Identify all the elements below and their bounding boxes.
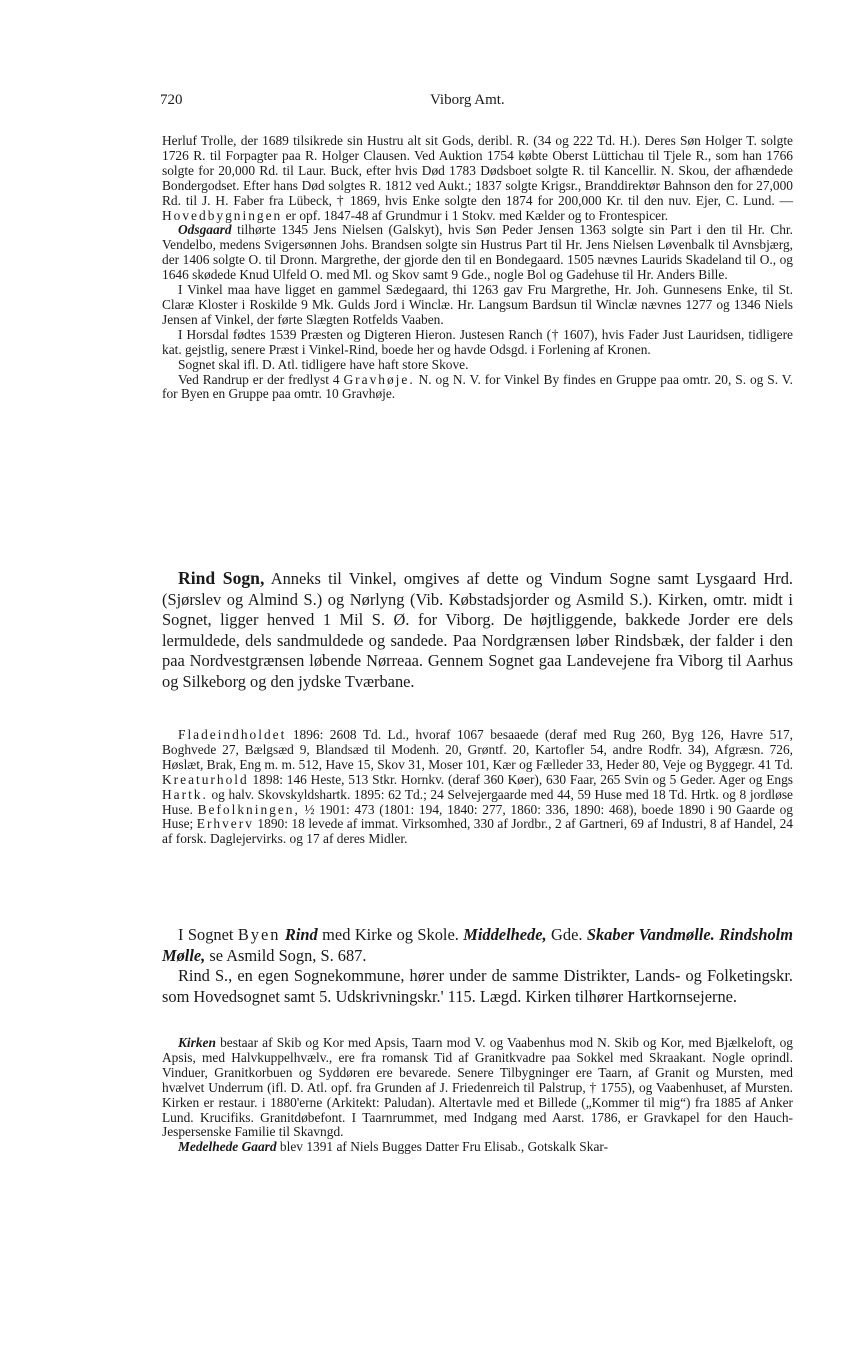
- villages-paragraph: I Sognet Byen Rind med Kirke og Skole. Middelhede, Gde. Skaber Vandmølle. Rindsholm Mølle, se Asmild Sogn, S. 687.: [162, 925, 793, 965]
- rind-parish-details: [162, 925, 793, 1007]
- intro-paragraph-1: Herluf Trolle, der 1689 tilsikrede sin Hustru alt sit Gods, deribl. R. (34 og 222 Td. H.). Deres Søn Holger T. solgte 1726 R. til Forpagter paa R. Holger Clausen. Ved Auktion 1754 købte Oberst Lüttichau til Tjele R., som han 1766 solgte for 20,000 Rd. til Laur. Buck, efter hvis Død 1783 Dødsboet solgte R. til Kancellir. N. Skou, der afhændede Bondergodset. Efter hans Død solgtes R. 1812 ved Aukt.; 1837 solgte Krigsr., Branddirektør Bahnson den for 27,000 Rd. til J. H. Faber fra Lübeck, † 1869, hvis Enke solgte den 1874 for 200,000 Kr. til den nuv. Ejer, C. Lund. — Hovedbygningen er opf. 1847-48 af Grundmur i 1 Stokv. med Kælder og to Frontespicer.: [162, 133, 793, 223]
- intro-section: [162, 134, 793, 402]
- intro-paragraph-odsgaard: Odsgaard tilhørte 1345 Jens Nielsen (Galskyt), hvis Søn Peder Jensen 1363 solgte sin Part i den til Hr. Chr. Vendelbo, medens Svigersønnen Johs. Brandsen solgte sin Hustrus Part til Hr. Jens Nielsen Løvenbalk til Avnsbjærg, der 1406 solgte O. til Dronn. Margrethe, der gjorde den til en Bondegaard. 1505 nævnes Laurids Skadeland til O., og 1646 skødede Knud Ulfeld O. med Ml. og Skov samt 9 Gde., nogle Bol og Gadehuse til Hr. Anders Bille.: [162, 222, 793, 283]
- intro-paragraph-horsdal: I Horsdal fødtes 1539 Præsten og Digteren Hieron. Justesen Ranch († 1607), hvis Fader Just Lauridsen, tidligere kat. gejstlig, senere Præst i Vinkel-Rind, boede her og havde Odsgd. i Forlening af Kronen.: [162, 326, 793, 357]
- church-paragraph: Kirken bestaar af Skib og Kor med Apsis, Taarn mod V. og Vaabenhus mod N. Skib og Kor, med Bjælkeloft, og Apsis, med Halvkuppelhvælv., ere fra romansk Tid af Granitkvadre paa Sokkel med Skraakant. Nogle oprindl. Vinduer, Granitkorbuen og Syddøren ere bevarede. Senere Tilbygninger ere Taarn, af Granit og Mursten, med hvælvet Underrum (ifl. D. Atl. opf. fra Grunden af J. Friedenreich til Palstrup, † 1755), og Vaabenhuset, af Mursten. Kirken er restaur. i 1880'erne (Arkitekt: Paludan). Altertavle med et Billede („Kommer til mig“) fra 1885 af Anker Lund. Krucifiks. Granitdøbefont. I Taarnrummet, med Indgang med Aarst. 1786, er Gravkapel for den Hauch-Jespersenske Familie til Skavngd.: [162, 1035, 793, 1140]
- page-number: 720: [160, 92, 183, 108]
- page-header: [162, 92, 794, 112]
- administration-paragraph: Rind S., en egen Sognekommune, hører under de samme Distrikter, Lands- og Folketingskr. som Hovedsognet samt 5. Udskrivningskr.' 115. Lægd. Kirken tilhører Hartkornsejerne.: [162, 966, 793, 1006]
- intro-paragraph-gravhoje: Ved Randrup er der fredlyst 4 Gravhøje. N. og N. V. for Vinkel By findes en Gruppe paa omtr. 20, S. og S. V. for Byen en Gruppe paa omtr. 10 Gravhøje.: [162, 371, 793, 402]
- section-title: Rind Sogn,: [178, 568, 265, 588]
- church-section: [162, 1036, 793, 1155]
- rind-statistics: [162, 728, 793, 847]
- rind-intro-paragraph: Rind Sogn, Anneks til Vinkel, omgives af dette og Vindum Sogne samt Lysgaard Hrd. (Sjørslev og Almind S.) og Nørlyng (Vib. Købstadsjorder og Asmild S.). Kirken, omtr. midt i Sognet, ligger henved 1 Mil S. Ø. for Viborg. De højtliggende, bakkede Jorder ere dels lermuldede, dels sandmuldede og sandede. Paa Nordgrænsen løber Rindsbæk, der falder i den paa Nordvestgrænsen løbende Nørreaa. Gennem Sognet gaa Landevejene fra Viborg til Aarhus og Silkeborg og den jydske Tværbane.: [162, 568, 793, 691]
- rind-sogn-section: [162, 568, 793, 693]
- statistics-paragraph: Fladeindholdet 1896: 2608 Td. Ld., hvoraf 1067 besaaede (deraf med Rug 260, Byg 126, Havre 517, Boghvede 27, Bælgsæd 9, Blandsæd til Modenh. 20, Grøntf. 20, Kartofler 54, andre Rodfr. 34), Afgræsn. 726, Høslæt, Brak, Eng m. m. 512, Have 15, Skov 31, Moser 101, Kær og Fælleder 33, Heder 80, Veje og Byggegr. 41 Td. Kreaturhold 1898: 146 Heste, 513 Stkr. Hornkv. (deraf 360 Køer), 630 Faar, 265 Svin og 5 Geder. Ager og Engs Hartk. og halv. Skovskyldshartk. 1895: 62 Td.; 24 Selvejergaarde med 44, 59 Huse med 18 Td. Hrtk. og 8 jordløse Huse. Befolkningen, ½ 1901: 473 (1801: 194, 1840: 277, 1860: 336, 1890: 468), boede 1890 i 90 Gaarde og Huse; Erhverv 1890: 18 levede af immat. Virksomhed, 330 af Jordbr., 2 af Gartneri, 69 af Industri, 8 af Handel, 24 af forsk. Daglejervirks. og 17 af deres Midler.: [162, 727, 793, 847]
- medelhede-paragraph: Medelhede Gaard blev 1391 af Niels Bugges Datter Fru Elisab., Gotskalk Skar-: [178, 1139, 609, 1155]
- intro-paragraph-vinkel: I Vinkel maa have ligget en gammel Sædegaard, thi 1263 gav Fru Margrethe, Hr. Joh. Gunnesens Enke, til St. Claræ Kloster i Roskilde 9 Mk. Gulds Jord i Winclæ. Hr. Langsum Bardsun til Winclæ nævnes 1277 og 1346 Niels Jensen af Vinkel, der førte Slægten Rotfelds Vaaben.: [162, 282, 793, 327]
- running-title: Viborg Amt.: [430, 92, 505, 108]
- intro-paragraph-skove: Sognet skal ifl. D. Atl. tidligere have haft store Skove.: [178, 356, 469, 372]
